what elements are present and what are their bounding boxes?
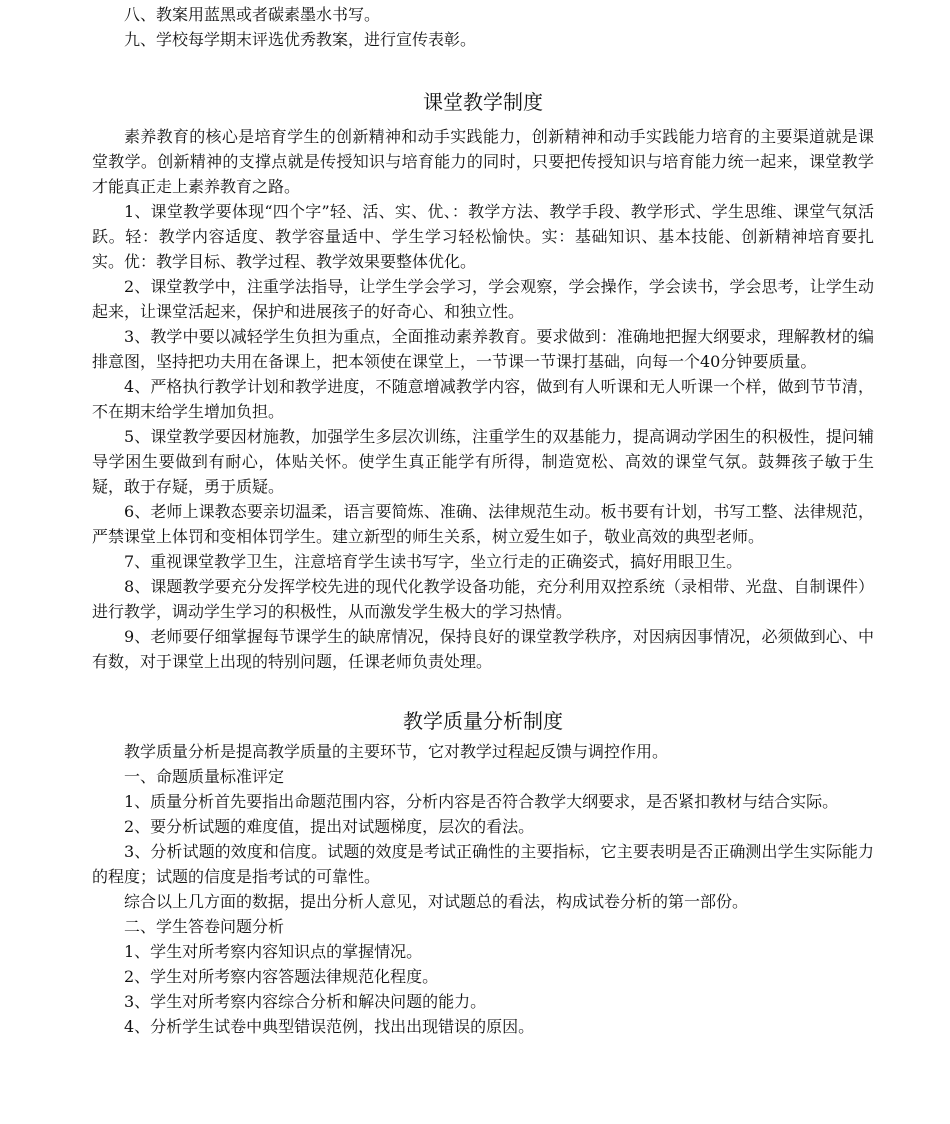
list-item: 2、学生对所考察内容答题法律规范化程度。 [124, 967, 439, 986]
list-item: 2、要分析试题的难度值，提出对试题梯度，层次的看法。 [124, 817, 535, 836]
section-title-classroom: 课堂教学制度 [423, 90, 543, 114]
paragraph: 1、课堂教学要体现“四个字”轻、活、实、优、：教学方法、教学手段、教学形式、学生思维、课堂气氛活跃。轻：教学内容适度、教学容量适中、学生学习轻松愉快。实：基础知识、基本技能、创新精神培育要扎实。优：教学目标、教学过程、教学效果要整体优化。 [92, 202, 874, 271]
list-item: 1、质量分析首先要指出命题范围内容，分析内容是否符合教学大纲要求，是否紧扣教材与结合实际。 [124, 792, 839, 811]
paragraph: 6、老师上课教态要亲切温柔，语言要简炼、准确、法律规范生动。板书要有计划，书写工整、法律规范，严禁课堂上体罚和变相体罚学生。建立新型的师生关系，树立爱生如子，敬业高效的典型老师。 [92, 502, 874, 546]
list-item: 1、学生对所考察内容知识点的掌握情况。 [124, 942, 423, 961]
paragraph: 9、老师要仔细掌握每节课学生的缺席情况，保持良好的课堂教学秩序，对因病因事情况，必须做到心、中有数，对于课堂上出现的特别问题，任课老师负责处理。 [92, 627, 874, 671]
paragraph: 3、教学中要以减轻学生负担为重点，全面推动素养教育。要求做到：准确地把握大纲要求，理解教材的编排意图，坚持把功夫用在备课上，把本领使在课堂上，一节课一节课打基础，向每一个40分钟要质量。 [92, 327, 874, 371]
paragraph: 4、严格执行教学计划和教学进度，不随意增减教学内容，做到有人听课和无人听课一个样，做到节节清，不在期末给学生增加负担。 [92, 377, 874, 421]
list-item: 4、分析学生试卷中典型错误范例，找出出现错误的原因。 [124, 1017, 535, 1036]
paragraph: 8、课题教学要充分发挥学校先进的现代化教学设备功能，充分利用双控系统（录相带、光盘、自制课件）进行教学，调动学生学习的积极性，从而激发学生极大的学习热情。 [92, 577, 874, 621]
paragraph: 5、课堂教学要因材施教，加强学生多层次训练，注重学生的双基能力，提高调动学困生的积极性，提问辅导学困生要做到有耐心，体贴关怀。使学生真正能学有所得，制造宽松、高效的课堂气氛。鼓舞孩子敏于生疑，敢于存疑，勇于质疑。 [92, 427, 874, 496]
paragraph: 综合以上几方面的数据，提出分析人意见，对试题总的看法，构成试卷分析的第一部份。 [124, 892, 749, 911]
paragraph: 素养教育的核心是培育学生的创新精神和动手实践能力，创新精神和动手实践能力培育的主要渠道就是课堂教学。创新精神的支撑点就是传授知识与培育能力的同时，只要把传授知识与培育能力统一起来，课堂教学才能真正走上素养教育之路。 [92, 127, 874, 196]
subheading: 一、命题质量标准评定 [124, 767, 285, 786]
list-item: 3、学生对所考察内容综合分析和解决问题的能力。 [124, 992, 487, 1011]
list-item: 九、学校每学期末评选优秀教案，进行宣传表彰。 [124, 30, 477, 49]
section-gap [92, 52, 874, 88]
list-item: 3、分析试题的效度和信度。试题的效度是考试正确性的主要指标，它主要表明是否正确测出学生实际能力的程度；试题的信度是指考试的可靠性。 [92, 842, 874, 886]
paragraph: 教学质量分析是提高教学质量的主要环节，它对教学过程起反馈与调控作用。 [124, 742, 669, 761]
subheading: 二、学生答卷问题分析 [124, 917, 285, 936]
section-gap [92, 674, 874, 707]
section-title-quality-analysis: 教学质量分析制度 [403, 709, 563, 733]
document-page [92, 0, 874, 1039]
list-item: 八、教案用蓝黑或者碳素墨水书写。 [124, 5, 381, 24]
paragraph: 2、课堂教学中，注重学法指导，让学生学会学习，学会观察，学会操作，学会读书，学会思考，让学生动起来，让课堂活起来，保护和进展孩子的好奇心、和独立性。 [92, 277, 874, 321]
paragraph: 7、重视课堂教学卫生，注意培育学生读书写字，坐立行走的正确姿式，搞好用眼卫生。 [124, 552, 743, 571]
